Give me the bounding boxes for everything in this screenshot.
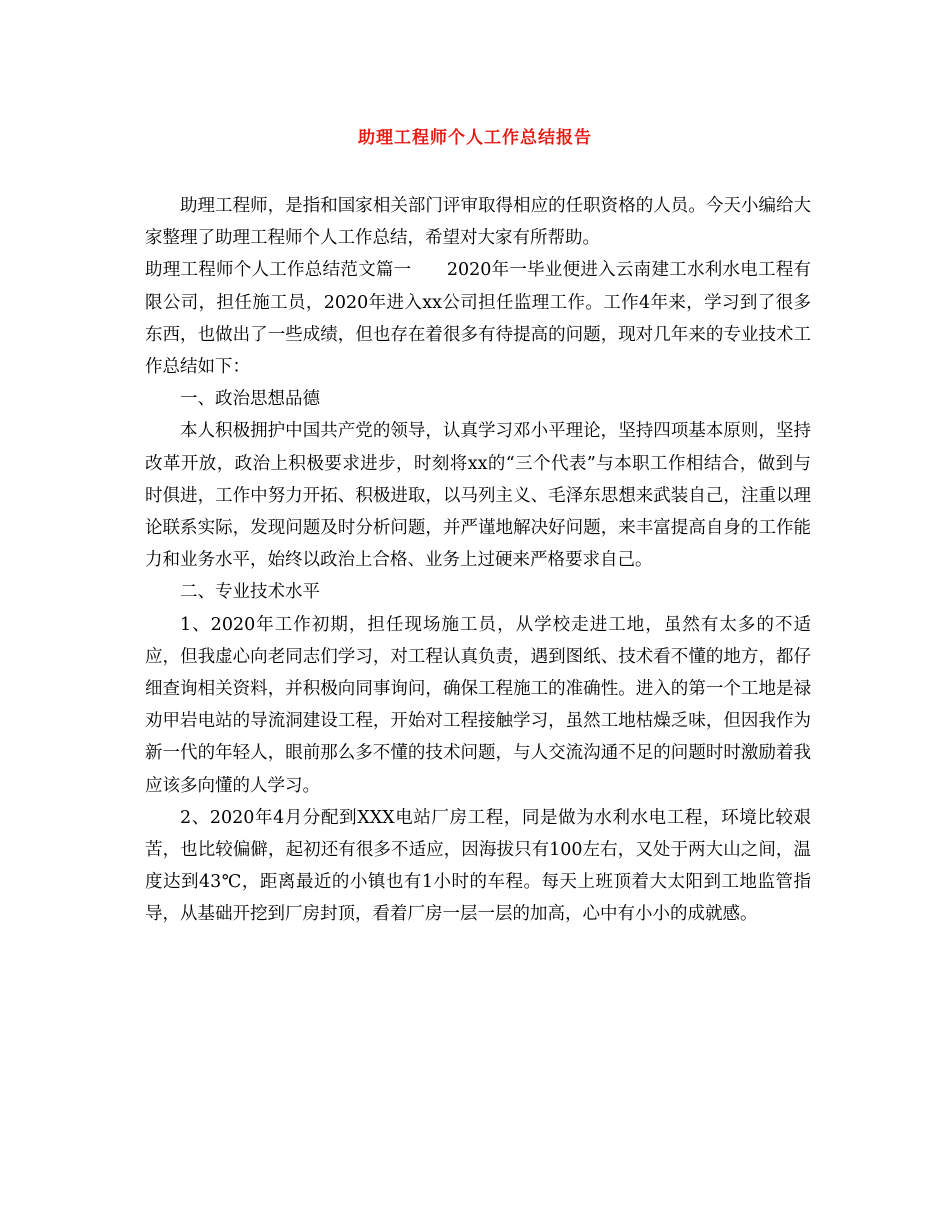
paragraph-overview: 助理工程师个人工作总结范文篇一 2020年一毕业便进入云南建工水利水电工程有限公司，担任施工员，2020年进入xx公司担任监理工作。工作4年来，学习到了很多东西，也做出了一些成绩，但也存在着很多有待提高的问题，现对几年来的专业技术工作总结如下： — [145, 260, 811, 378]
document-body — [145, 190, 811, 931]
paragraph-technical-2: 2、2020年4月分配到XXX电站厂房工程，同是做为水利水电工程，环境比较艰苦，也比较偏僻，起初还有很多不适应，因海拔只有100左右，又处于两大山之间，温度达到43℃，距离最近的小镇也有1小时的车程。每天上班顶着大太阳到工地监管指导，从基础开挖到厂房封顶，看着厂房一层一层的加高，心中有小小的成就感。 — [145, 807, 811, 925]
section-heading-politics: 一、政治思想品德 — [180, 389, 320, 410]
paragraph-technical-1: 1、2020年工作初期，担任现场施工员，从学校走进工地，虽然有太多的不适应，但我虚心向老同志们学习，对工程认真负责，遇到图纸、技术看不懂的地方，都仔细查询相关资料，并积极向同事询问，确保工程施工的准确性。进入的第一个工地是禄劝甲岩电站的导流洞建设工程，开始对工程接触学习，虽然工地枯燥乏味，但因我作为新一代的年轻人，眼前那么多不懂的技术问题，与人交流沟通不足的问题时时激励着我应该多向懂的人学习。 — [145, 614, 811, 796]
document-title: 助理工程师个人工作总结报告 — [358, 128, 592, 148]
section-heading-technical: 二、专业技术水平 — [180, 582, 320, 603]
paragraph-intro: 助理工程师，是指和国家相关部门评审取得相应的任职资格的人员。今天小编给大家整理了助理工程师个人工作总结，希望对大家有所帮助。 — [145, 196, 811, 249]
paragraph-politics: 本人积极拥护中国共产党的领导，认真学习邓小平理论，坚持四项基本原则，坚持改革开放，政治上积极要求进步，时刻将xx的“三个代表”与本职工作相结合，做到与时俱进，工作中努力开拓、积极进取，以马列主义、毛泽东思想来武装自己，注重以理论联系实际，发现问题及时分析问题，并严谨地解决好问题，来丰富提高自身的工作能力和业务水平，始终以政治上合格、业务上过硬来严格要求自己。 — [145, 421, 811, 571]
